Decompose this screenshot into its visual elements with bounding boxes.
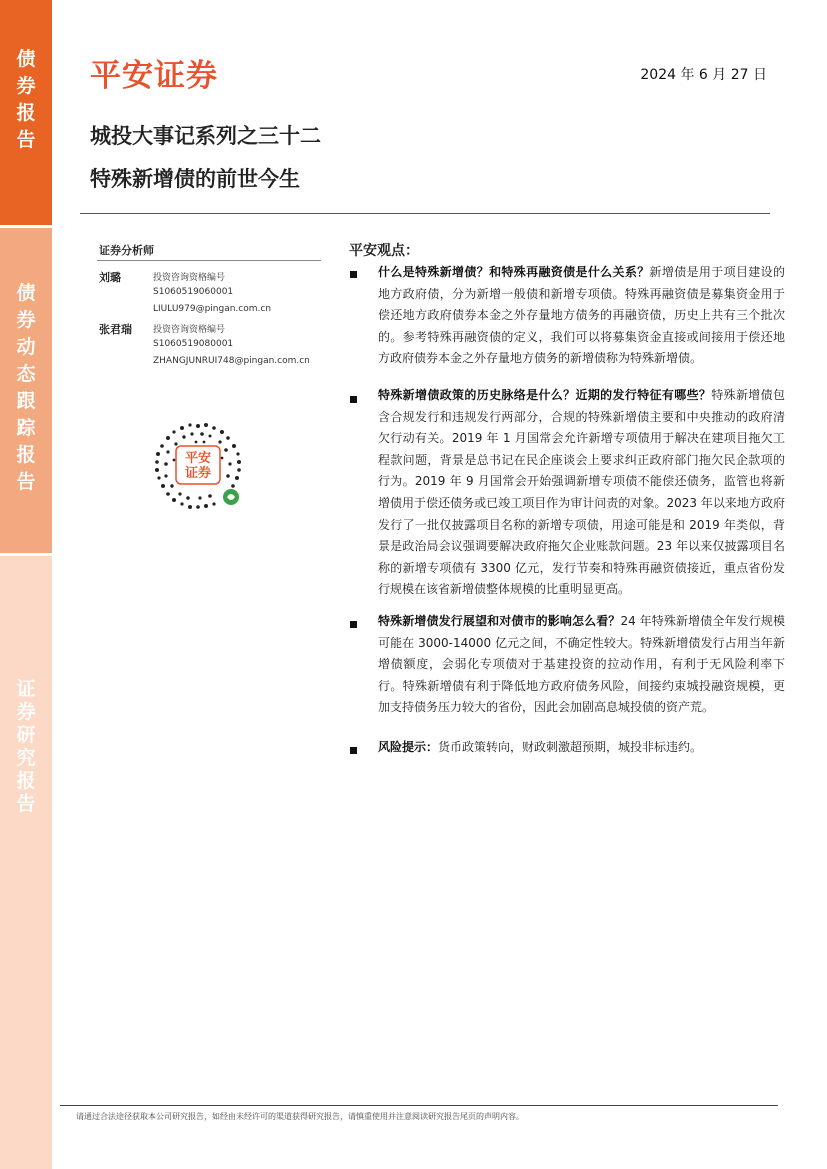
analyst-cert-number: S1060519060001: [153, 287, 234, 297]
analyst-cert-number: S1060519080001: [153, 339, 234, 349]
analyst-email: LIULU979@pingan.com.cn: [153, 304, 272, 314]
risk-paragraph: [378, 737, 785, 759]
sidebar-strip-research: [0, 556, 52, 1169]
company-logo: 平安证券: [90, 58, 218, 94]
strip3-char: 券: [16, 701, 36, 723]
report-title-series: 城投大事记系列之三十二: [90, 124, 321, 148]
viewpoint-paragraph: [378, 262, 785, 370]
report-title-main: 特殊新增债的前世今生: [90, 167, 300, 191]
analyst-name: 刘璐: [99, 271, 121, 284]
viewpoint-question: 特殊新增债政策的历史脉络是什么？近期的发行特征有哪些？: [378, 388, 712, 402]
qr-logo-line1: 平安: [184, 451, 211, 466]
strip2-char: 跟: [16, 390, 36, 412]
footer-disclaimer: 请通过合法途径获取本公司研究报告，如经由未经许可的渠道获得研究报告，请慎重使用并注意阅读研究报告尾页的声明内容。: [76, 1112, 524, 1121]
strip1-char: 报: [16, 102, 36, 124]
viewpoint-answer: 24 年特殊新增债全年发行规模可能在 3000-14000 亿元之间，不确定性较大。特殊新增债发行占用当年新增债额度，会弱化专项债对于基建投资的拉动作用，有利于无风险利率下行。特殊新增债有利于降低地方政府债务风险，间接约束城投融资规模，更加支持债务压力较大的省份，因此会加剧高息城投债的资产荒。: [378, 614, 785, 715]
bullet-square-icon: [350, 268, 360, 278]
strip3-char: 报: [16, 770, 36, 792]
analyst-cert-label: 投资咨询资格编号: [153, 325, 226, 335]
risk-text: 货币政策转向，财政刺激超预期，城投非标违约。: [438, 740, 703, 754]
viewpoint-answer: 新增债是用于项目建设的地方政府债，分为新增一般债和新增专项债。特殊再融资债是募集资金用于偿还地方政府债券本金之外存量地方债务的再融资债，历史上共有三个批次的。参考特殊再融资债的定义，我们可以将募集资金直接或间接用于偿还地方政府债券本金之外存量地方债务的新增债称为特殊新增债。: [378, 265, 785, 366]
strip2-char: 态: [16, 363, 36, 385]
strip3-char: 告: [16, 793, 36, 815]
viewpoints-heading: 平安观点：: [349, 243, 419, 259]
report-date: 2024 年 6 月 27 日: [640, 67, 767, 83]
viewpoint-answer: 特殊新增债包含合规发行和违规发行两部分，合规的特殊新增债主要和中央推动的政府清欠行动有关。2019 年 1 月国常会允许新增专项债用于解决在建项目拖欠工程款问题，背景是总书记在民企座谈会上要求纠正政府部门拖欠民企款项的行为。2019 年 9 月国常会开始强调新增专项债不能偿还债务，监管也将新增债用于偿还债务或已竣工项目作为审计问责的对象。2023 年以来地方政府发行了一批仅披露项目名称的新增专项债，用途可能是和 2019 年类似，背景是政治局会议强调要解决政府拖欠企业账款问题。23 年以来仅披露项目名称的新增专项债有 3300 亿元，发行节奏和特殊再融资债接近，重点省份发行规模在该省新增债整体规模的比重明显更高。: [378, 388, 785, 597]
analyst-cert-label: 投资咨询资格编号: [153, 273, 226, 283]
qr-logo-text: [179, 451, 217, 481]
strip3-char: 究: [16, 747, 36, 769]
footer-divider: [60, 1105, 778, 1106]
sidebar-strip-report-type: [0, 0, 52, 225]
strip3-char: 研: [16, 724, 36, 746]
qr-code: [152, 420, 244, 512]
analyst-heading: 证券分析师: [99, 244, 154, 257]
bullet-square-icon: [350, 393, 360, 403]
strip2-char: 券: [16, 309, 36, 331]
strip2-char: 债: [16, 282, 36, 304]
viewpoint-paragraph: [378, 611, 785, 719]
qr-logo-line2: 证券: [184, 466, 211, 481]
strip1-char: 债: [16, 48, 36, 70]
analyst-name: 张君瑞: [99, 323, 132, 336]
analyst-divider: [97, 260, 321, 261]
sidebar-strip-report-subtype: [0, 228, 52, 553]
bullet-square-icon: [350, 744, 360, 754]
risk-heading: 风险提示：: [378, 740, 439, 754]
viewpoint-paragraph: [378, 385, 785, 601]
strip1-char: 告: [16, 129, 36, 151]
strip2-char: 动: [16, 336, 36, 358]
viewpoint-question: 什么是特殊新增债？和特殊再融资债是什么关系？: [378, 265, 650, 279]
analyst-email: ZHANGJUNRUI748@pingan.com.cn: [153, 356, 310, 366]
strip1-char: 券: [16, 75, 36, 97]
strip3-char: 证: [16, 678, 36, 700]
strip2-char: 告: [16, 471, 36, 493]
viewpoint-question: 特殊新增债发行展望和对债市的影响怎么看？: [378, 614, 621, 628]
bullet-square-icon: [350, 618, 360, 628]
strip2-char: 踪: [16, 417, 36, 439]
header-divider: [80, 213, 770, 214]
strip2-char: 报: [16, 444, 36, 466]
